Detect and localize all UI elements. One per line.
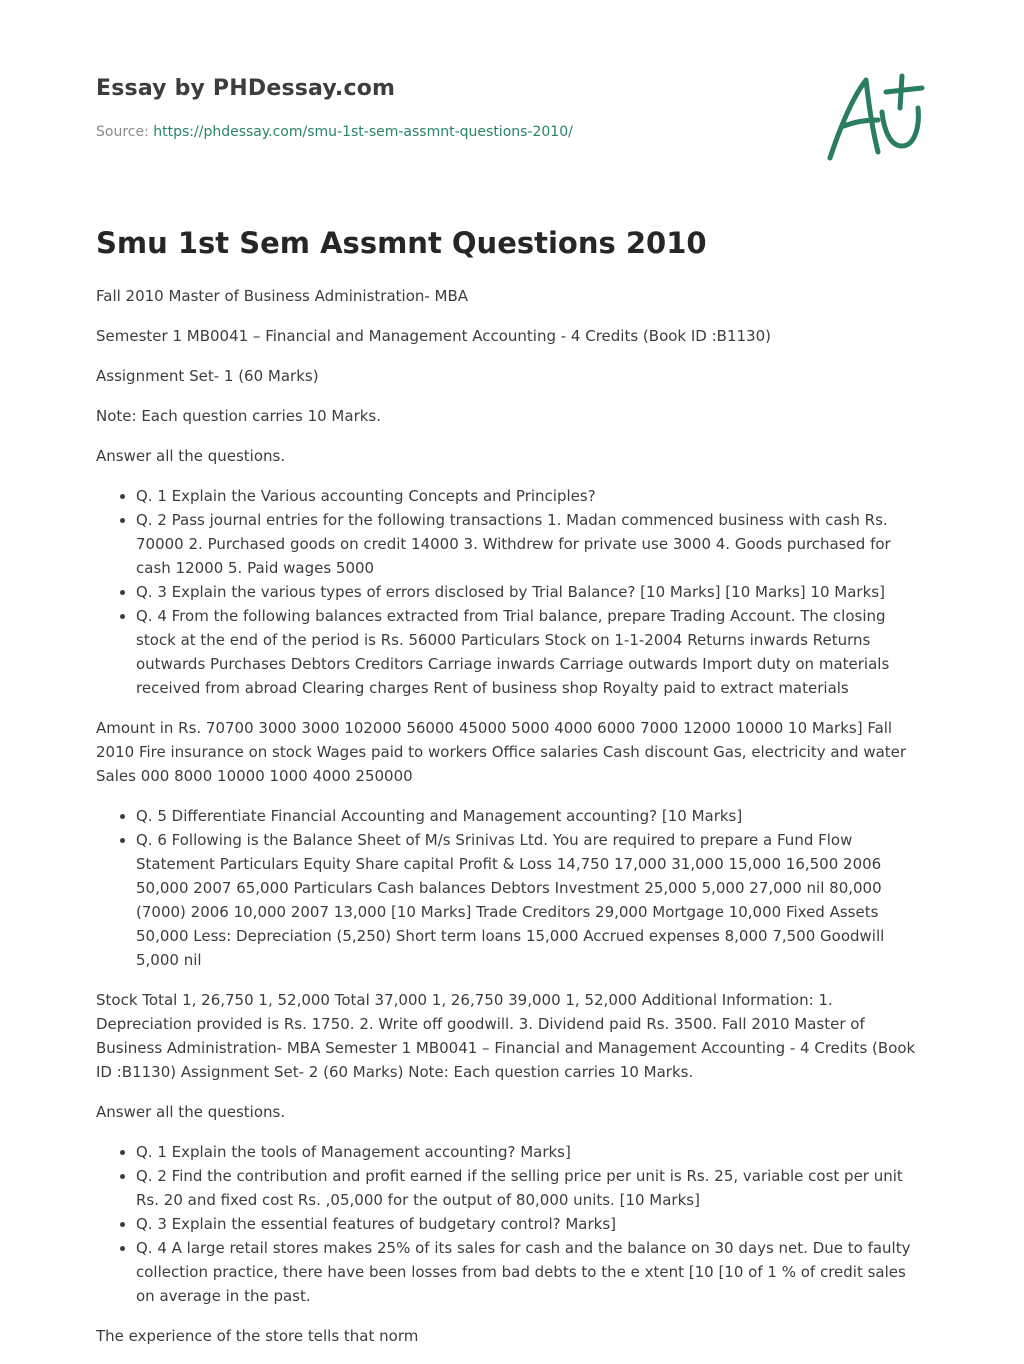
- page-title: Smu 1st Sem Assmnt Questions 2010: [96, 226, 707, 260]
- paragraph: Note: Each question carries 10 Marks.: [96, 407, 382, 425]
- a-plus-logo-icon: [822, 68, 928, 164]
- paragraph: Assignment Set- 1 (60 Marks): [96, 367, 319, 385]
- paragraph: The experience of the store tells that norm: [96, 1327, 419, 1345]
- list-item: • Q. 2 Find the contribution and profit earned if the selling price per unit is Rs. 25, variable cost per unit Rs. 20 and fixed cost Rs. ,05,000 for the output of 80,000 units. [10 Marks]: [136, 1164, 928, 1212]
- list-item: • Q. 5 Differentiate Financial Accounting and Management accounting? [10 Marks]: [136, 804, 928, 828]
- question-list: [96, 1140, 928, 1308]
- paragraph: Amount in Rs. 70700 3000 3000 102000 56000 45000 5000 4000 6000 7000 12000 10000 10 Marks] Fall 2010 Fire insurance on stock Wages paid to workers Office salaries Cash discount Gas, electricity and water Sales 000 8000 10000 1000 4000 250000: [96, 719, 907, 785]
- paragraph: Semester 1 MB0041 – Financial and Management Accounting - 4 Credits (Book ID :B1130): [96, 327, 771, 345]
- question-list: [96, 804, 928, 972]
- source-label: Source:: [96, 124, 149, 140]
- source-link[interactable]: https://phdessay.com/smu-1st-sem-assmnt-questions-2010/: [153, 124, 573, 140]
- list-item: • Q. 1 Explain the tools of Management accounting? Marks]: [136, 1140, 928, 1164]
- site-brand: Essay by PHDessay.com: [96, 76, 396, 101]
- paragraph: Answer all the questions.: [96, 1103, 286, 1121]
- list-item: • Q. 4 From the following balances extracted from Trial balance, prepare Trading Account. The closing stock at the end of the period is Rs. 56000 Particulars Stock on 1-1-2004 Returns inwards Returns outwards Purchases Debtors Creditors Carriage inwards Carriage outwards Import duty on materials received from abroad Clearing charges Rent of business shop Royalty paid to extract materials: [136, 604, 928, 700]
- paragraph: Fall 2010 Master of Business Administration- MBA: [96, 287, 469, 305]
- essay-content: [96, 284, 928, 1364]
- list-item: • Q. 3 Explain the various types of errors disclosed by Trial Balance? [10 Marks] [10 Marks] 10 Marks]: [136, 580, 928, 604]
- list-item: • Q. 4 A large retail stores makes 25% of its sales for cash and the balance on 30 days net. Due to faulty collection practice, there have been losses from bad debts to the e xtent [10 [10 of 1 % of credit sales on average in the past.: [136, 1236, 928, 1308]
- list-item: • Q. 3 Explain the essential features of budgetary control? Marks]: [136, 1212, 928, 1236]
- source-line: [96, 124, 573, 140]
- list-item: • Q. 6 Following is the Balance Sheet of M/s Srinivas Ltd. You are required to prepare a Fund Flow Statement Particulars Equity Share capital Profit & Loss 14,750 17,000 31,000 15,000 16,500 2006 50,000 2007 65,000 Particulars Cash balances Debtors Investment 25,000 5,000 27,000 nil 80,000 (7000) 2006 10,000 2007 13,000 [10 Marks] Trade Creditors 29,000 Mortgage 10,000 Fixed Assets 50,000 Less: Depreciation (5,250) Short term loans 15,000 Accrued expenses 8,000 7,500 Goodwill 5,000 nil: [136, 828, 928, 972]
- list-item: • Q. 1 Explain the Various accounting Concepts and Principles?: [136, 484, 928, 508]
- paragraph: Answer all the questions.: [96, 447, 286, 465]
- question-list: [96, 484, 928, 700]
- paragraph: Stock Total 1, 26,750 1, 52,000 Total 37,000 1, 26,750 39,000 1, 52,000 Additional Information: 1. Depreciation provided is Rs. 1750. 2. Write off goodwill. 3. Dividend paid Rs. 3500. Fall 2010 Master of Business Administration- MBA Semester 1 MB0041 – Financial and Management Accounting - 4 Credits (Book ID :B1130) Assignment Set- 2 (60 Marks) Note: Each question carries 10 Marks.: [96, 991, 916, 1081]
- list-item: • Q. 2 Pass journal entries for the following transactions 1. Madan commenced business with cash Rs. 70000 2. Purchased goods on credit 14000 3. Withdrew for private use 3000 4. Goods purchased for cash 12000 5. Paid wages 5000: [136, 508, 928, 580]
